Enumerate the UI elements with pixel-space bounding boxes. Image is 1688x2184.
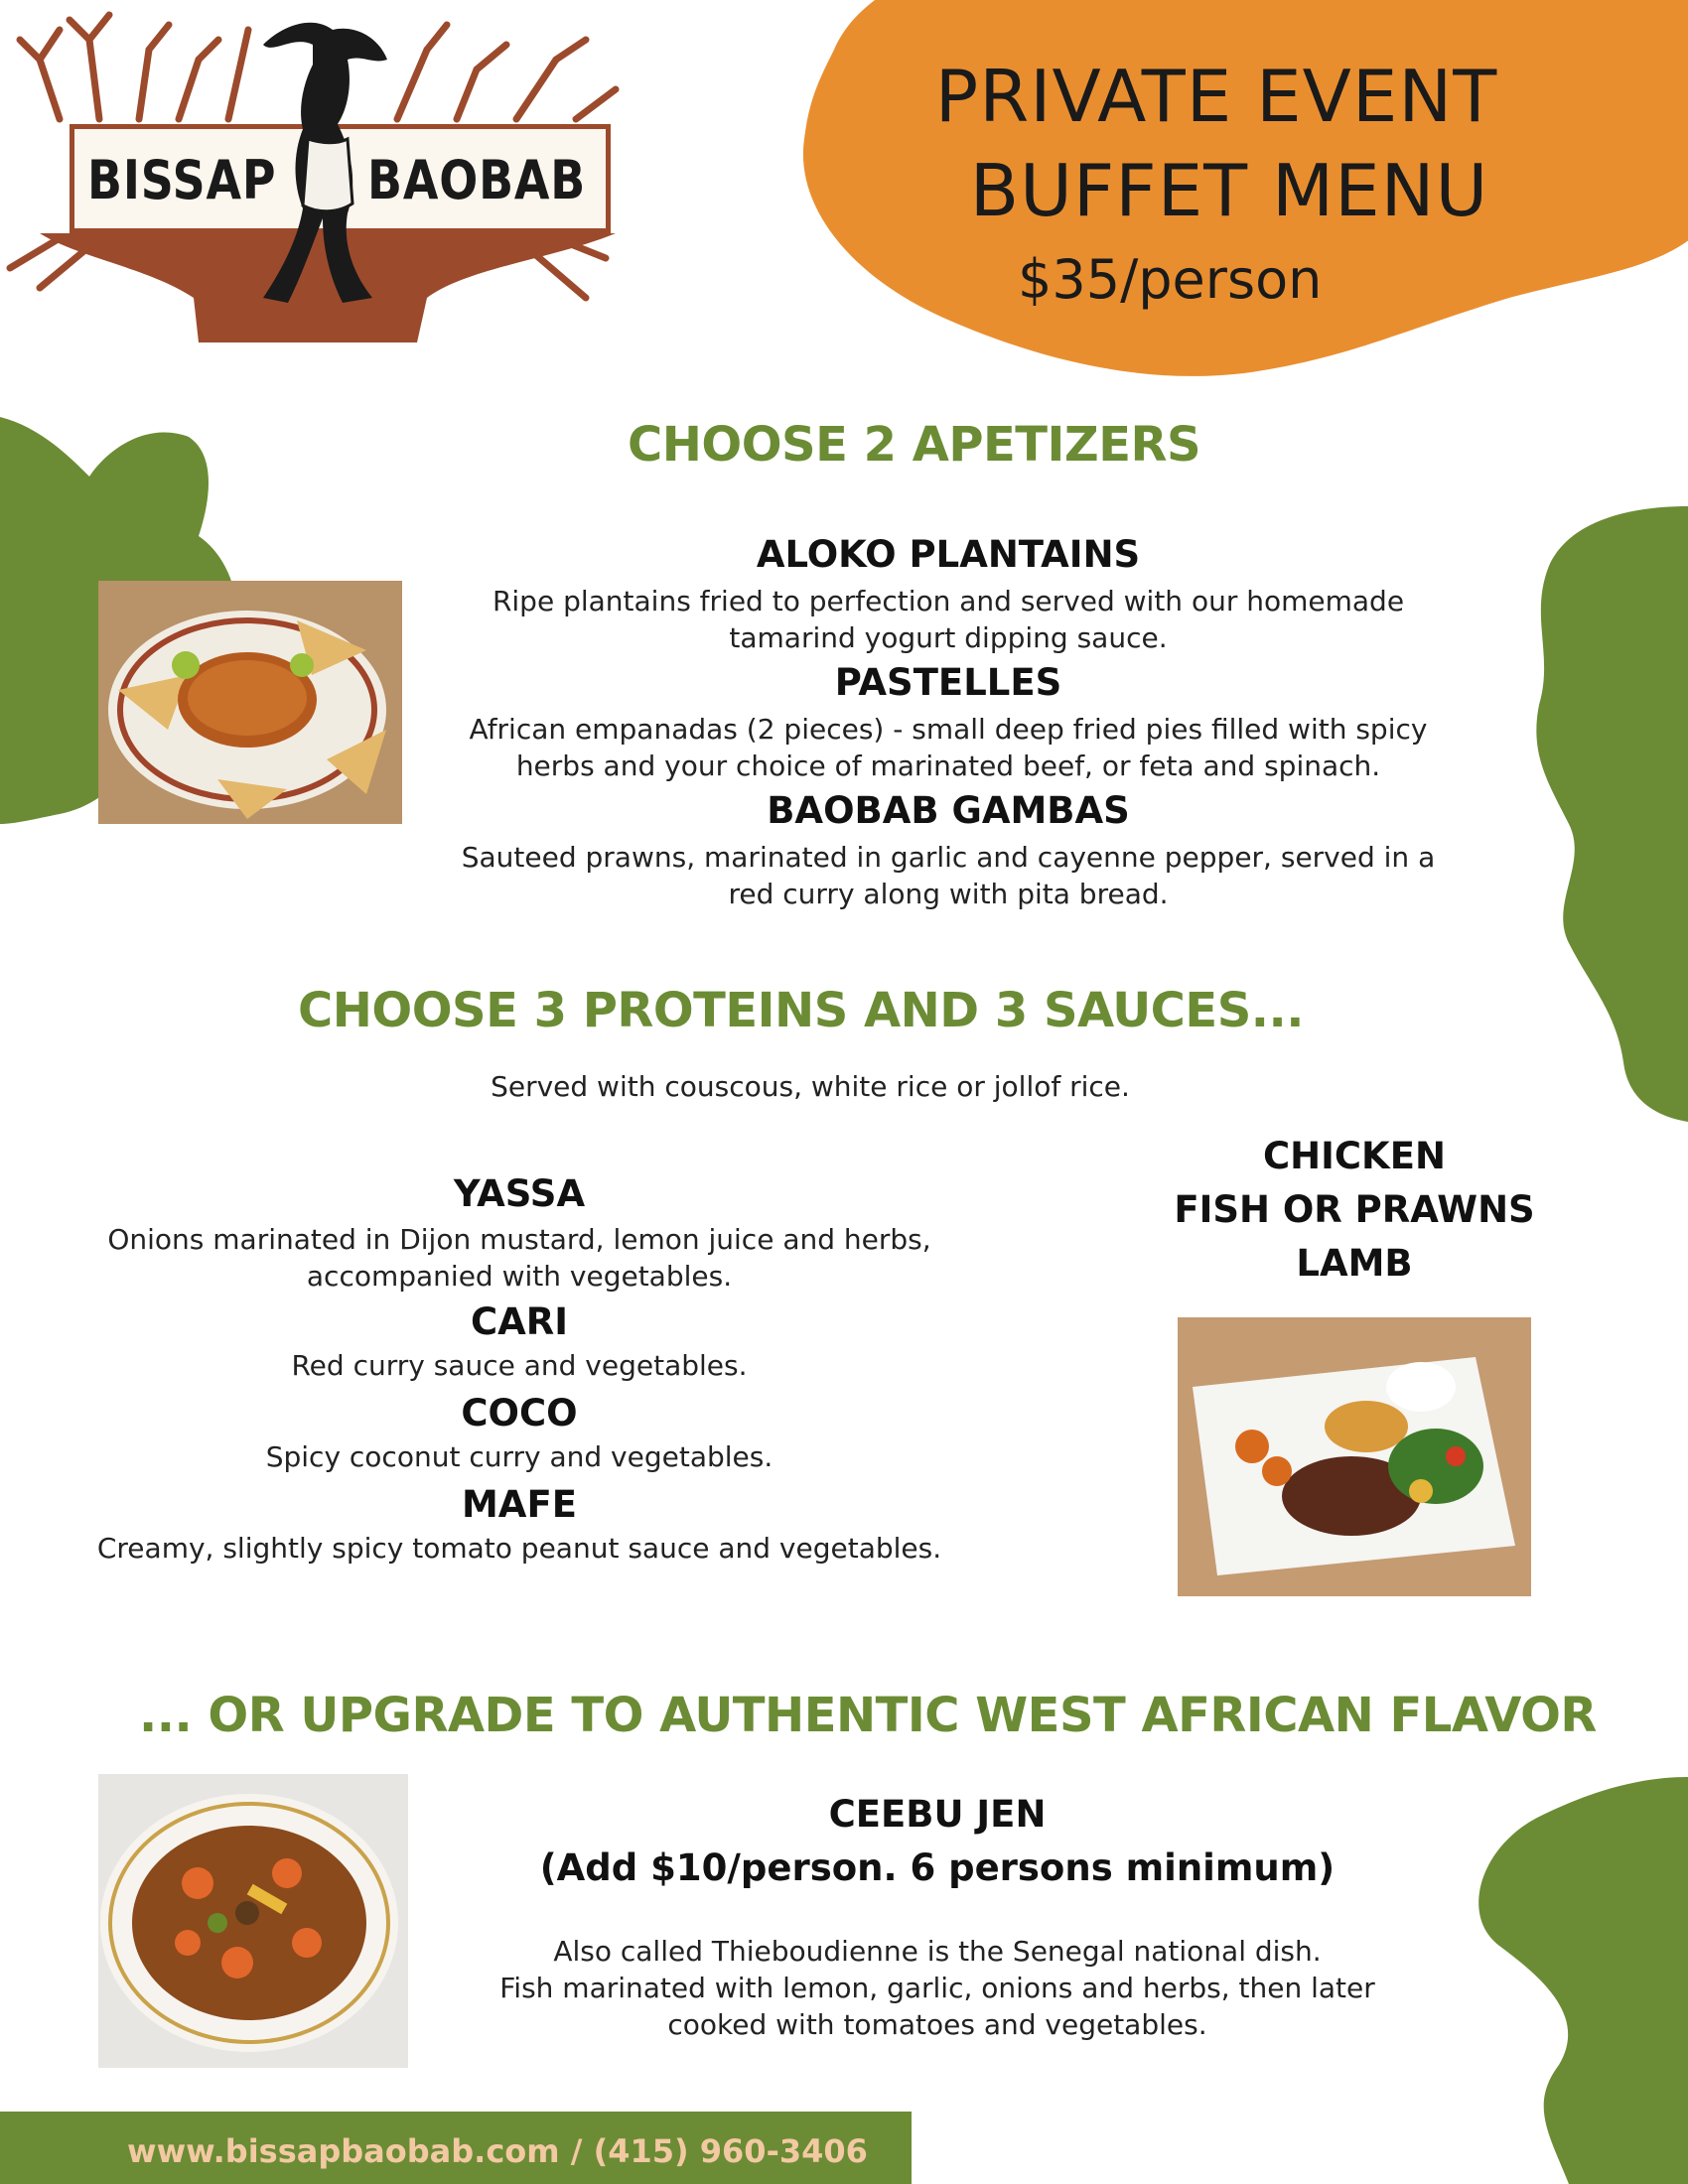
upgrade-price-note: (Add $10/person. 6 persons minimum) xyxy=(539,1846,1336,1889)
protein-option-lamb: LAMB xyxy=(1296,1242,1413,1285)
appetizer-desc-1b: tamarind yogurt dipping sauce. xyxy=(729,621,1168,654)
protein-plate-photo xyxy=(1178,1317,1531,1596)
appetizer-desc-2a: African empanadas (2 pieces) - small deep fried pies filled with spicy xyxy=(469,713,1428,746)
appetizer-name-1: ALOKO PLANTAINS xyxy=(756,533,1141,576)
appetizer-photo xyxy=(98,581,402,824)
appetizer-desc-1a: Ripe plantains fried to perfection and served with our homemade xyxy=(492,585,1405,617)
ceebu-jen-photo xyxy=(98,1774,408,2068)
sauce-name-cari: CARI xyxy=(470,1300,569,1343)
protein-option-fish: FISH OR PRAWNS xyxy=(1174,1188,1535,1231)
sauce-name-mafe: MAFE xyxy=(461,1483,577,1526)
proteins-subtitle: Served with couscous, white rice or jollof rice. xyxy=(491,1070,1130,1103)
green-blob-right-bottom xyxy=(1460,1777,1688,2184)
upgrade-desc-1: Also called Thieboudienne is the Senegal national dish. xyxy=(553,1935,1322,1968)
header-price: $35/person xyxy=(1018,248,1323,311)
appetizer-name-2: PASTELLES xyxy=(834,661,1062,704)
dancer-icon xyxy=(253,15,392,313)
upgrade-title: ... OR UPGRADE TO AUTHENTIC WEST AFRICAN FLAVOR xyxy=(139,1688,1597,1743)
header-title-line1: PRIVATE EVENT xyxy=(934,55,1498,138)
sauce-desc-coco: Spicy coconut curry and vegetables. xyxy=(265,1440,774,1473)
appetizer-name-3: BAOBAB GAMBAS xyxy=(767,789,1130,832)
appetizer-desc-3b: red curry along with pita bread. xyxy=(728,878,1169,910)
upgrade-desc-3: cooked with tomatoes and vegetables. xyxy=(667,2008,1207,2041)
sauce-name-coco: COCO xyxy=(461,1392,578,1434)
sauce-desc-yassa-a: Onions marinated in Dijon mustard, lemon juice and herbs, xyxy=(107,1223,931,1256)
sauce-desc-cari: Red curry sauce and vegetables. xyxy=(291,1349,748,1382)
logo-word-left: BISSAP xyxy=(87,149,277,211)
logo-word-right: BAOBAB xyxy=(367,149,587,211)
appetizer-desc-3a: Sauteed prawns, marinated in garlic and cayenne pepper, served in a xyxy=(461,841,1436,874)
appetizer-desc-2b: herbs and your choice of marinated beef, or feta and spinach. xyxy=(515,750,1381,782)
sauce-name-yassa: YASSA xyxy=(453,1172,586,1215)
sauce-desc-mafe: Creamy, slightly spicy tomato peanut sauce and vegetables. xyxy=(96,1532,942,1565)
footer-contact[interactable]: www.bissapbaobab.com / (415) 960-3406 xyxy=(127,2132,868,2170)
proteins-title: CHOOSE 3 PROTEINS AND 3 SAUCES... xyxy=(298,983,1304,1038)
protein-option-chicken: CHICKEN xyxy=(1263,1135,1446,1177)
green-blob-right-top xyxy=(1529,506,1688,1122)
header-title-line2: BUFFET MENU xyxy=(969,149,1489,232)
sauce-desc-yassa-b: accompanied with vegetables. xyxy=(306,1260,733,1293)
appetizers-title: CHOOSE 2 APETIZERS xyxy=(628,417,1201,473)
upgrade-dish-name: CEEBU JEN xyxy=(828,1793,1047,1836)
bissap-baobab-logo xyxy=(0,0,635,347)
upgrade-desc-2: Fish marinated with lemon, garlic, onions and herbs, then later xyxy=(499,1972,1375,2004)
